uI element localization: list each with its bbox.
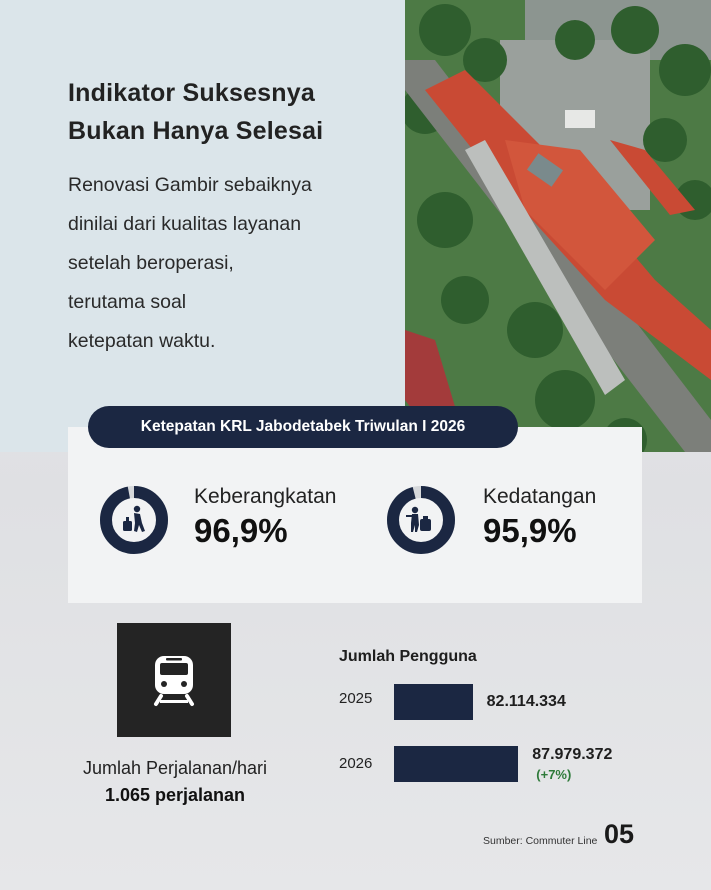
train-icon-box (117, 623, 231, 737)
bar-2026 (394, 746, 518, 782)
source-credit: Sumber: Commuter Line (483, 835, 598, 847)
arrival-label: Kedatangan (483, 485, 597, 508)
arrival-value: 95,9% (483, 512, 577, 549)
bar-category-label: 2025 (339, 690, 373, 707)
station-aerial-photo (405, 0, 711, 452)
arrival-luggage-icon (406, 507, 431, 532)
headline (68, 74, 388, 150)
bar-2025 (394, 684, 473, 720)
trips-label: Jumlah Perjalanan/hari (82, 758, 268, 778)
departure-ring-arc (106, 492, 162, 548)
headline-line-1: Indikator Suksesnya (68, 79, 315, 107)
page-number: 05 (604, 819, 635, 849)
punctuality-title-pill: Ketepatan KRL Jabodetabek Triwulan I 2026 (88, 406, 518, 448)
trips-value: 1.065 perjalanan (104, 785, 246, 805)
departure-ring (97, 483, 171, 557)
departure-value: 96,9% (194, 512, 288, 549)
headline-line-2: Bukan Hanya Selesai (68, 117, 324, 145)
body-line: terutama soal (68, 291, 187, 313)
growth-annotation: (+7%) (536, 767, 572, 782)
train-icon (146, 652, 202, 708)
traveler-luggage-icon (123, 506, 145, 532)
departure-label: Keberangkatan (194, 485, 337, 508)
body-line: ketepatan waktu. (68, 330, 216, 352)
bar-category-label: 2026 (339, 755, 373, 772)
body-line: Renovasi Gambir sebaiknya (68, 174, 312, 196)
bar-value-label: 82.114.334 (486, 693, 566, 710)
bar-value-label: 87.979.372 (532, 746, 613, 763)
chart-title: Jumlah Pengguna (339, 648, 477, 665)
body-line: setelah beroperasi, (68, 252, 234, 274)
body-paragraph (68, 166, 388, 361)
body-line: dinilai dari kualitas layanan (68, 213, 302, 235)
arrival-ring (384, 483, 458, 557)
